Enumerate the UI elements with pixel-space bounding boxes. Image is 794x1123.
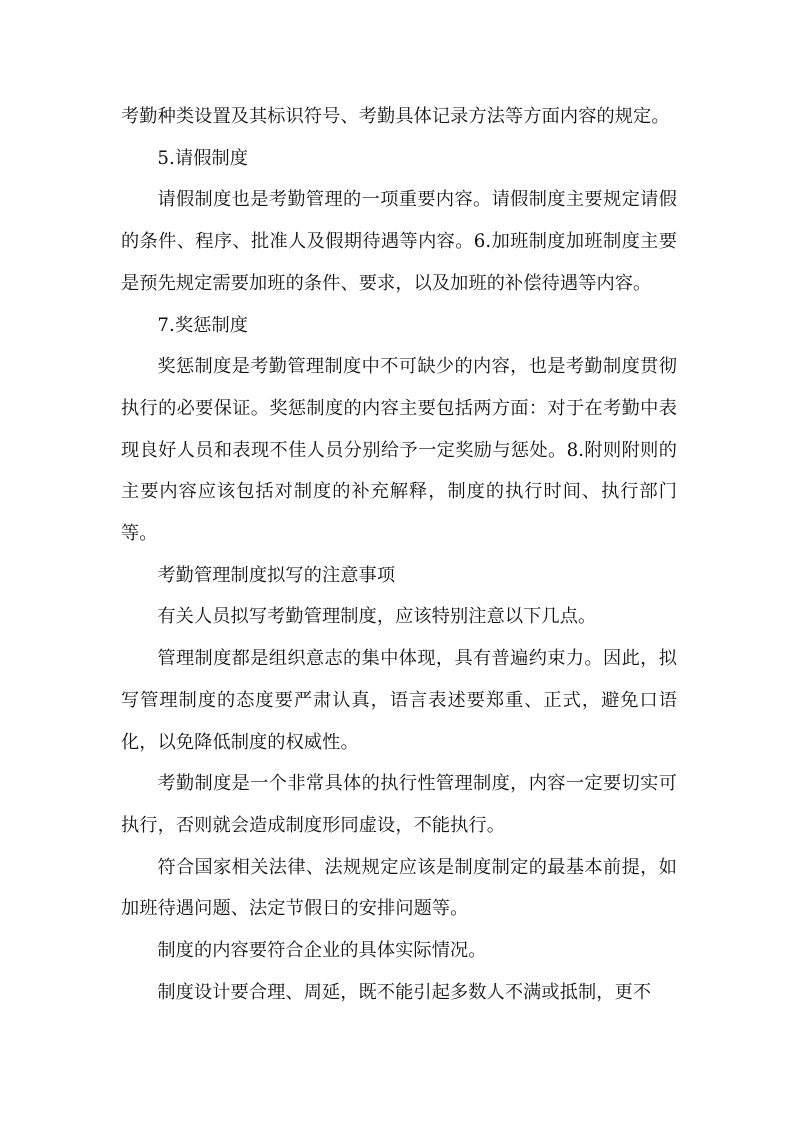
paragraph-binding-force: 管理制度都是组织意志的集中体现，具有普遍约束力。因此，拟写管理制度的态度要严肃认真，语言表述要郑重、正式，避免口语化，以免降低制度的权威性。 (121, 648, 677, 753)
section-heading-leave-system: 5.请假制度 (157, 147, 249, 169)
paragraph-reward-punishment: 奖惩制度是考勤管理制度中不可缺少的内容，也是考勤制度贯彻执行的必要保证。奖惩制度的内容主要包括两方面：对于在考勤中表现良好人员和表现不佳人员分别给予一定奖励与惩处。8.附则附则的主要内容应该包括对制度的补充解释，制度的执行时间、执行部门等。 (121, 356, 677, 545)
paragraph-reasonable-design: 制度设计要合理、周延，既不能引起多数人不满或抵制，更不 (157, 981, 652, 1003)
paragraph-drafting-intro: 有关人员拟写考勤管理制度，应该特别注意以下几点。 (157, 606, 597, 628)
document-body (121, 96, 677, 1013)
paragraph-leave-and-overtime: 请假制度也是考勤管理的一项重要内容。请假制度主要规定请假的条件、程序、批准人及假期待遇等内容。6.加班制度加班制度主要是预先规定需要加班的条件、要求，以及加班的补偿待遇等内容。 (121, 189, 677, 294)
section-heading-drafting-notes: 考勤管理制度拟写的注意事项 (157, 564, 396, 586)
paragraph-company-fit: 制度的内容要符合企业的具体实际情况。 (157, 940, 487, 962)
paragraph-legal-compliance: 符合国家相关法律、法规规定应该是制度制定的最基本前提，如加班待遇问题、法定节假日的安排问题等。 (121, 856, 677, 920)
paragraph-attendance-types: 考勤种类设置及其标识符号、考勤具体记录方法等方面内容的规定。 (121, 106, 670, 127)
paragraph-executability: 考勤制度是一个非常具体的执行性管理制度，内容一定要切实可执行，否则就会造成制度形同虚设，不能执行。 (121, 773, 677, 836)
section-heading-reward-punishment: 7.奖惩制度 (157, 314, 249, 336)
